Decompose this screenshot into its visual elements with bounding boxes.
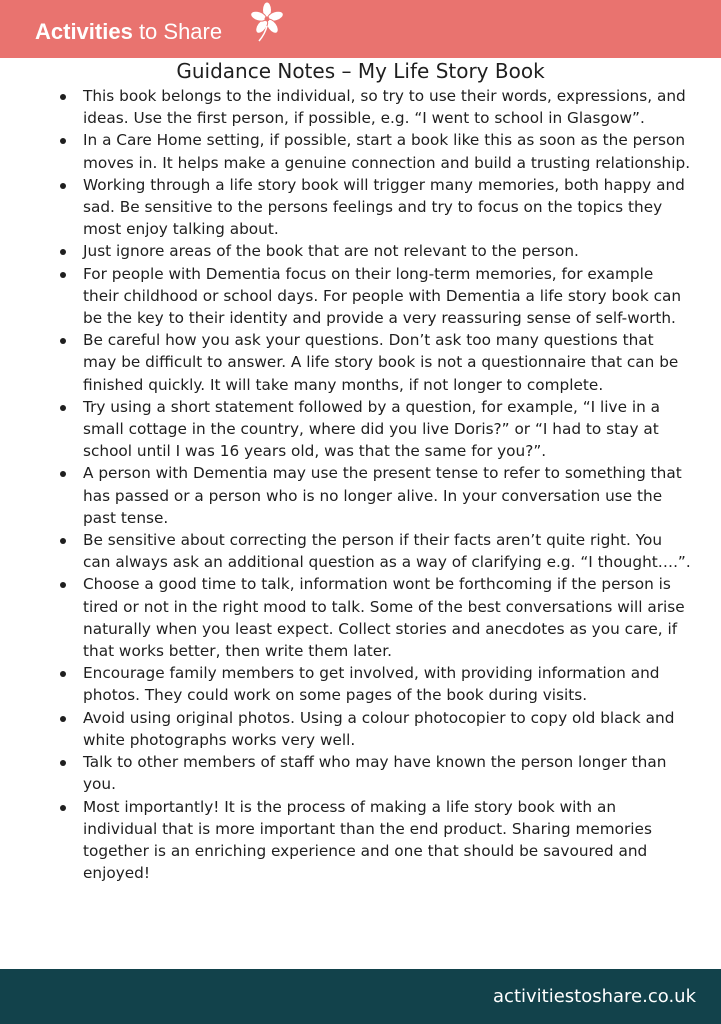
note-text: Talk to other members of staff who may have known the person longer than you. — [83, 753, 667, 794]
list-item — [0, 85, 721, 129]
note-text: A person with Dementia may use the present tense to refer to something that has passed or a person who is no longer alive. In your conversation use the past tense. — [83, 464, 682, 527]
list-item — [0, 329, 721, 396]
bullet-icon — [60, 671, 66, 677]
note-text: Most importantly! It is the process of making a life story book with an individual that is more important than the end product. Sharing memories together is an enriching experience and one that should be savoured and enjoyed! — [83, 797, 652, 883]
bullet-icon — [60, 249, 66, 255]
bullet-icon — [60, 405, 66, 411]
website-link[interactable]: activitiestoshare.co.uk — [493, 986, 696, 1007]
bullet-icon — [60, 760, 66, 766]
note-text: Working through a life story book will trigger many memories, both happy and sad. Be sensitive to the persons feelings and try to focus on the topics they most enjoy talking about. — [83, 175, 685, 239]
note-text: Be careful how you ask your questions. Don’t ask too many questions that may be difficult to answer. A life story book is not a questionnaire that can be finished quickly. It will take many months, if not longer to complete. — [83, 331, 679, 394]
guidance-notes-list — [0, 85, 721, 884]
header-banner — [0, 0, 721, 58]
list-item — [0, 396, 721, 463]
note-text: Try using a short statement followed by a question, for example, “I live in a small cottage in the country, where did you live Doris?” or “I had to stay at school until I was 16 years old, was that the same for you?”. — [83, 397, 661, 461]
list-item — [0, 462, 721, 529]
note-text: Avoid using original photos. Using a colour photocopier to copy old black and white photographs works very well. — [83, 708, 675, 749]
list-item — [0, 129, 721, 173]
note-text: Encourage family members to get involved, with providing information and photos. They could work on some pages of the book during visits. — [83, 664, 660, 705]
list-item — [0, 529, 721, 573]
note-text: For people with Dementia focus on their long-term memories, for example their childhood or school days. For people with Dementia a life story book can be the key to their identity and provide a very reassuring sense of self-worth. — [83, 264, 682, 328]
list-item — [0, 662, 721, 706]
flower-icon — [250, 2, 284, 42]
bullet-icon — [60, 716, 66, 722]
note-text: Just ignore areas of the book that are not relevant to the person. — [83, 242, 579, 261]
bullet-icon — [60, 183, 66, 189]
bullet-icon — [60, 138, 66, 144]
list-item — [0, 707, 721, 751]
note-text: Choose a good time to talk, information wont be forthcoming if the person is tired or not in the right mood to talk. Some of the best conversations will arise naturally when you least expect. Collect stories and anecdotes as you care, if that works better, then write them later. — [83, 575, 685, 661]
list-item — [0, 174, 721, 241]
bullet-icon — [60, 582, 66, 588]
list-item — [0, 263, 721, 330]
bullet-icon — [60, 338, 66, 344]
list-item — [0, 751, 721, 795]
list-item — [0, 573, 721, 662]
footer-banner — [0, 969, 721, 1024]
note-text: This book belongs to the individual, so try to use their words, expressions, and ideas. Use the first person, if possible, e.g. “I went to school in Glasgow”. — [83, 87, 686, 128]
bullet-icon — [60, 538, 66, 544]
brand-name-rest: to Share — [132, 19, 223, 44]
note-text: In a Care Home setting, if possible, start a book like this as soon as the person moves in. It helps make a genuine connection and build a trusting relationship. — [83, 131, 691, 172]
bullet-icon — [60, 471, 66, 477]
bullet-icon — [60, 94, 66, 100]
list-item — [0, 796, 721, 885]
note-text: Be sensitive about correcting the person if their facts aren’t quite right. You can always ask an additional question as a way of clarifying e.g. “I thought….”. — [83, 531, 691, 572]
bullet-icon — [60, 272, 66, 278]
page-title: Guidance Notes – My Life Story Book — [176, 59, 545, 83]
brand-name — [35, 19, 222, 45]
list-item — [0, 240, 721, 262]
bullet-icon — [60, 805, 66, 811]
brand-name-bold: Activities — [35, 19, 133, 44]
